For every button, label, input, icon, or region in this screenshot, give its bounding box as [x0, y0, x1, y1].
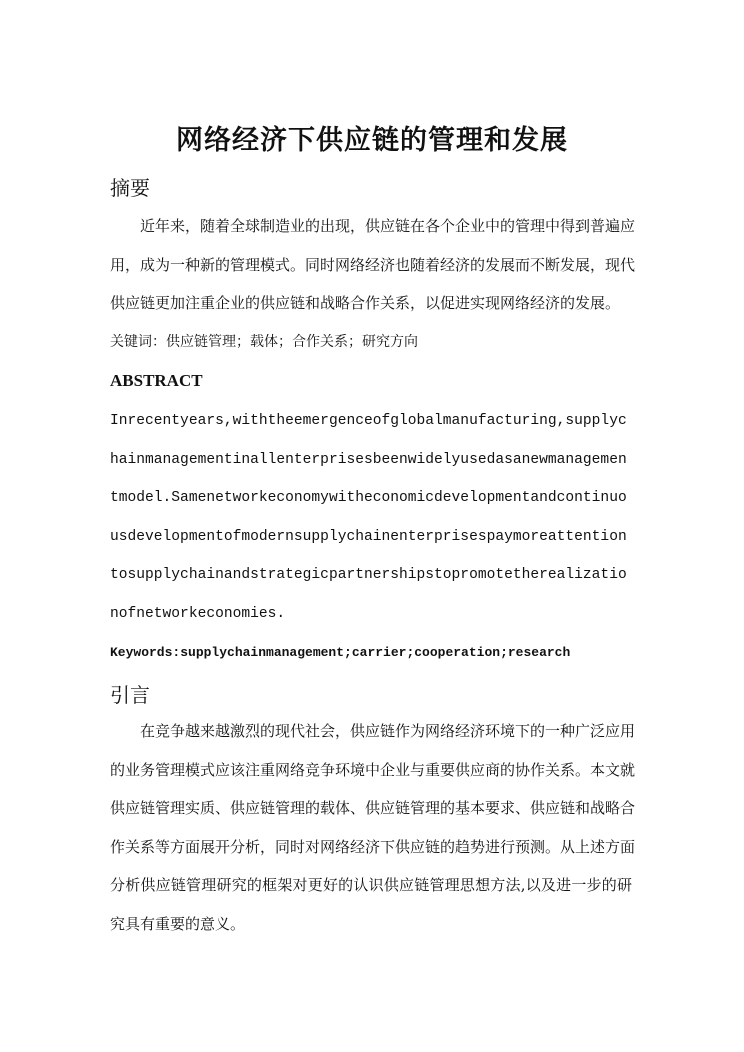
paragraph-line: Inrecentyears,withtheemergenceofglobalmanufacturing,supplyc [110, 413, 627, 429]
paragraph-line: 近年来，随着全球制造业的出现，供应链在各个企业中的管理中得到普遍应 [110, 217, 636, 235]
paragraph-line: tmodel.Samenetworkeconomywitheconomicdevelopmentandcontinuo [110, 490, 627, 507]
abstract-cn-heading: 摘要 [110, 176, 150, 200]
paragraph-line: nofnetworkeconomies. [110, 605, 286, 622]
document-title: 网络经济下供应链的管理和发展 [176, 125, 568, 156]
paragraph-line: 分析供应链管理研究的框架对更好的认识供应链管理思想方法,以及进一步的研 [110, 876, 632, 895]
abstract-en-body [110, 402, 632, 672]
paragraph-line: 供应链更加注重企业的供应链和战略合作关系，以促进实现网络经济的发展。 [110, 294, 621, 313]
paragraph-line: hainmanagementinallenterprisesbeenwidelyusedasanewmanagemen [110, 451, 627, 468]
intro-body [110, 712, 636, 944]
paragraph-line: 究具有重要的意义。 [110, 914, 246, 933]
keywords-en: Keywords:supplychainmanagement;carrier;cooperation;research [110, 644, 571, 660]
paragraph-line: usdevelopmentofmodernsupplychainenterprisespaymoreattention [110, 528, 627, 545]
paragraph-line: 的业务管理模式应该注重网络竞争环境中企业与重要供应商的协作关系。本文就 [110, 760, 636, 779]
keywords-cn: 关键词：供应链管理；载体；合作关系；研究方向 [110, 333, 418, 350]
intro-heading: 引言 [110, 683, 150, 707]
paragraph-line: tosupplychainandstrategicpartnershipstopromotetherealizatio [110, 567, 627, 584]
paragraph-line: 用，成为一种新的管理模式。同时网络经济也随着经济的发展而不断发展，现代 [110, 255, 636, 274]
paragraph-line: 在竞争越来越激烈的现代社会，供应链作为网络经济环境下的一种广泛应用 [110, 722, 636, 740]
abstract-cn-body [110, 207, 636, 361]
abstract-en-heading: ABSTRACT [110, 371, 203, 390]
paragraph-line: 作关系等方面展开分析，同时对网络经济下供应链的趋势进行预测。从上述方面 [110, 837, 636, 856]
paragraph-line: 供应链管理实质、供应链管理的载体、供应链管理的基本要求、供应链和战略合 [110, 799, 636, 818]
